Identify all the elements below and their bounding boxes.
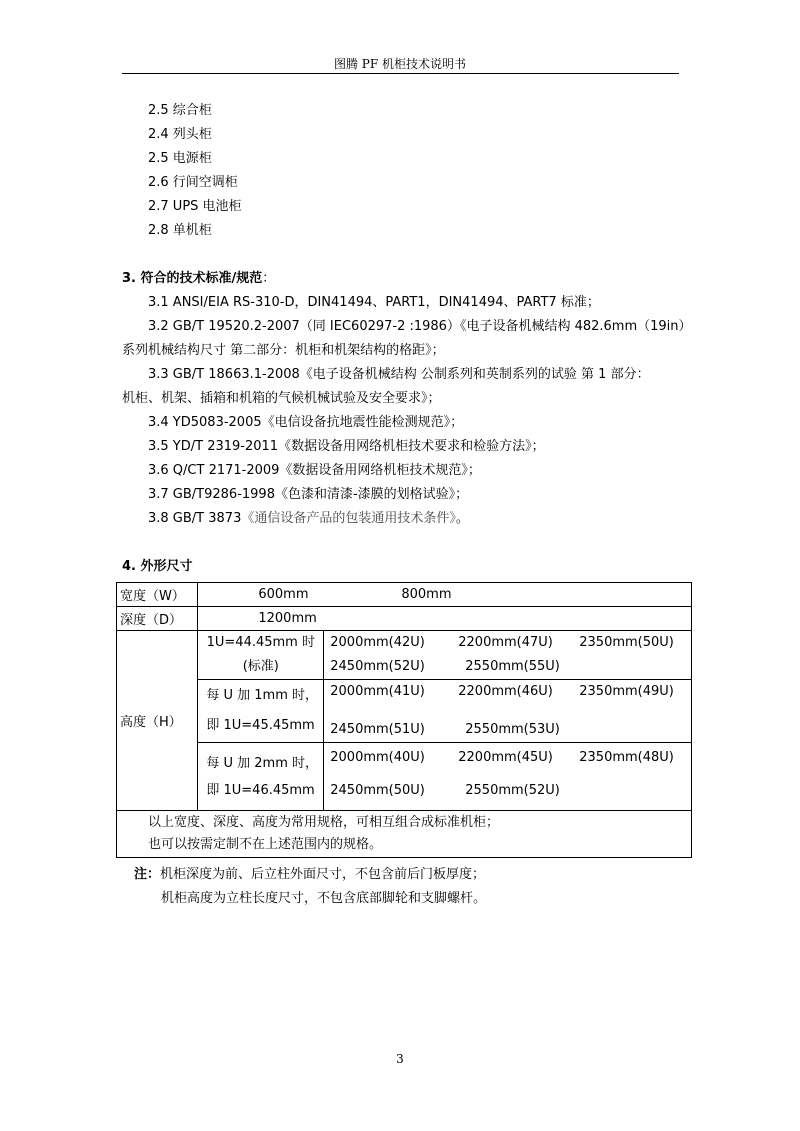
standard-code: 3.8 GB/T 3873	[148, 511, 242, 526]
height-value: 2350mm(49U)	[579, 684, 674, 699]
table-footnote	[117, 811, 692, 858]
table-row-height-standard	[117, 631, 692, 680]
width-value: 600mm	[258, 587, 309, 602]
footnote-line: 以上宽度、深度、高度为常用规格，可相互组合成标准机柜；	[148, 815, 500, 830]
note-line-2: 机柜高度为立柱长度尺寸，不包含底部脚轮和支脚螺杆。	[161, 891, 487, 906]
standard-item-continued: 机柜、机架、插箱和机箱的气候机械试验及安全要求》；	[122, 391, 441, 406]
condition-line: 即 1U=45.45mm	[206, 718, 315, 733]
height-values-row	[330, 711, 691, 741]
height-value: 2200mm(47U)	[458, 635, 553, 650]
condition-line: 即 1U=46.45mm	[206, 782, 315, 798]
dimensions-table	[116, 582, 692, 858]
height-values-row	[330, 631, 691, 655]
height-values-row	[330, 777, 691, 810]
width-value: 800mm	[401, 587, 452, 602]
height-value: 2000mm(42U)	[330, 635, 425, 650]
height-condition	[198, 631, 324, 680]
table-row-footnote	[117, 811, 692, 858]
page-number: 3	[396, 1052, 404, 1066]
height-value: 2000mm(40U)	[330, 749, 425, 765]
page-header: 图腾 PF 机柜技术说明书	[333, 57, 467, 71]
condition-line: (标准)	[242, 659, 279, 674]
height-value: 2000mm(41U)	[330, 684, 425, 699]
standard-item: 3.4 YD5083-2005《电信设备抗地震性能检测规范》；	[148, 415, 464, 430]
height-values	[324, 680, 692, 743]
height-label: 高度（H）	[117, 631, 198, 811]
height-value: 2350mm(50U)	[579, 635, 674, 650]
standards-heading-text: 3. 符合的技术标准/规范	[122, 271, 263, 286]
standard-item: 3.1 ANSI/EIA RS-310-D，DIN41494、PART1，DIN41494、PART7 标准；	[148, 295, 600, 310]
height-values-row	[330, 655, 691, 679]
height-value: 2450mm(52U)	[330, 659, 425, 674]
height-condition	[198, 680, 324, 743]
footnote-line: 也可以按需定制不在上述范围内的规格。	[148, 837, 383, 852]
cabinet-list-item: 2.8 单机柜	[148, 223, 212, 238]
cabinet-list-item: 2.6 行间空调柜	[148, 175, 238, 190]
dimensions-heading: 4. 外形尺寸	[122, 559, 193, 574]
table-row-height-1mm	[117, 680, 692, 743]
height-values-row	[330, 744, 691, 777]
height-condition	[198, 743, 324, 811]
height-value: 2550mm(53U)	[465, 722, 560, 737]
depth-value: 1200mm	[258, 611, 317, 626]
height-value: 2550mm(55U)	[465, 659, 560, 674]
cabinet-list-item: 2.5 电源柜	[148, 151, 212, 166]
depth-value-cell	[198, 607, 692, 631]
table-row-width	[117, 583, 692, 607]
height-value: 2550mm(52U)	[465, 782, 560, 798]
height-value: 2200mm(46U)	[458, 684, 553, 699]
standards-heading-colon: ：	[262, 271, 276, 286]
height-value: 2450mm(50U)	[330, 782, 425, 798]
standard-item: 3.5 YD/T 2319-2011《数据设备用网络机柜技术要求和检验方法》；	[148, 439, 545, 454]
note-label: 注：	[134, 867, 161, 882]
width-label: 宽度（W）	[117, 583, 198, 607]
cabinet-list-item: 2.7 UPS 电池柜	[148, 199, 242, 214]
header-divider	[122, 73, 679, 74]
height-value: 2200mm(45U)	[458, 749, 553, 765]
standard-title: 《通信设备产品的包装通用技术条件》	[241, 511, 456, 526]
note-line-1	[134, 867, 485, 883]
standard-period: 。	[455, 511, 469, 526]
height-value: 2450mm(51U)	[330, 722, 425, 737]
standard-item: 3.7 GB/T9286-1998《色漆和清漆-漆膜的划格试验》；	[148, 487, 469, 502]
table-row-depth	[117, 607, 692, 631]
table-row-height-2mm	[117, 743, 692, 811]
height-values	[324, 631, 692, 680]
note-text: 机柜深度为前、后立柱外面尺寸，不包含前后门板厚度；	[160, 867, 486, 882]
height-values-row	[330, 681, 691, 711]
condition-line: 1U=44.45mm 时	[206, 635, 315, 650]
depth-label: 深度（D）	[117, 607, 198, 631]
height-value: 2350mm(48U)	[579, 749, 674, 765]
height-values	[324, 743, 692, 811]
width-values	[198, 583, 692, 607]
standard-item: 3.3 GB/T 18663.1-2008《电子设备机械结构 公制系列和英制系列的试验 第 1 部分：	[148, 367, 650, 382]
cabinet-list-item: 2.4 列头柜	[148, 127, 212, 142]
condition-line: 每 U 加 2mm 时，	[206, 755, 319, 771]
standard-item-continued: 系列机械结构尺寸 第二部分：机柜和机架结构的格距》；	[122, 343, 445, 358]
cabinet-list-item: 2.5 综合柜	[148, 103, 212, 118]
standards-heading	[122, 271, 275, 287]
standard-item-last	[148, 511, 469, 527]
standard-item: 3.2 GB/T 19520.2-2007（同 IEC60297-2 :1986）《电子设备机械结构 482.6mm（19in）	[148, 319, 692, 334]
condition-line: 每 U 加 1mm 时，	[206, 688, 319, 703]
standard-item: 3.6 Q/CT 2171-2009《数据设备用网络机柜技术规范》；	[148, 463, 481, 478]
